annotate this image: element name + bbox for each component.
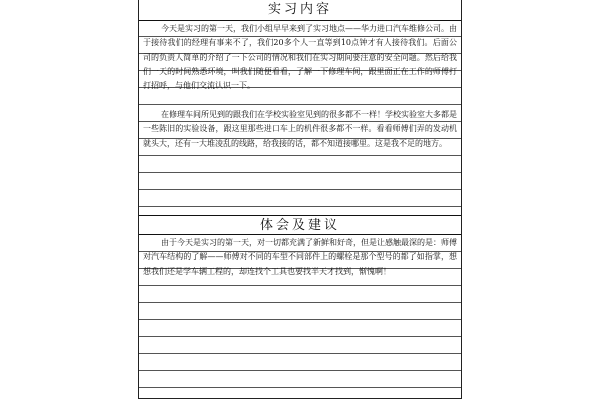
line: [139, 336, 461, 337]
line: [139, 285, 461, 286]
line: [139, 189, 461, 190]
paragraph-internship-1: 今天是实习的第一天，我们小组早早来到了实习地点——华力进口汽车维修公司。由于接待我们的经理有事来不了，我们20多个人一直等到10点钟才有人接待我们。后面公司的负责人简单的介绍了一下公司的情况和我们在实习期间要注意的安全问题。然后给我们一天的时间熟悉环境，叫我们随便看看，了解一下修理车间，跟里面正在工作的师傅打打招呼，与他们交流认识一下。: [143, 24, 457, 91]
section-divider: [139, 215, 461, 216]
paragraph-internship-2: 在修理车间所见到的跟我们在学校实验室见到的很多都不一样！学校实验室大多都是一些陈旧的实验设备，跟这里那些进口车上的机件很多都不一样。看看师傅们弄的发动机就头大，还有一大堆凌乱的线路，给我接的话，都不知道接哪里。这是我不足的地方。: [143, 110, 457, 148]
line: [139, 206, 461, 207]
line: [139, 172, 461, 173]
line: [139, 302, 461, 303]
line: [139, 370, 461, 371]
section-title-internship-content: 实习内容: [267, 2, 332, 17]
title-underline: [139, 234, 461, 235]
paragraph-reflections-1: 由于今天是实习的第一天，对一切都充满了新鲜和好奇，但是让感触最深的是：师傅对汽车结构的了解——师傅对不同的车型不同部件上的螺栓是那个型号的都了如指掌，想想我们还是学车辆工程的，却连找个工具也要找半天才找到，惭愧啊！: [143, 238, 457, 276]
line: [139, 353, 461, 354]
line: [139, 387, 461, 388]
title-underline: [139, 20, 461, 21]
line: [139, 319, 461, 320]
report-sheet: [138, 0, 462, 399]
line: [139, 104, 461, 105]
line: [139, 155, 461, 156]
section-title-reflections: 体会及建议: [259, 218, 340, 233]
